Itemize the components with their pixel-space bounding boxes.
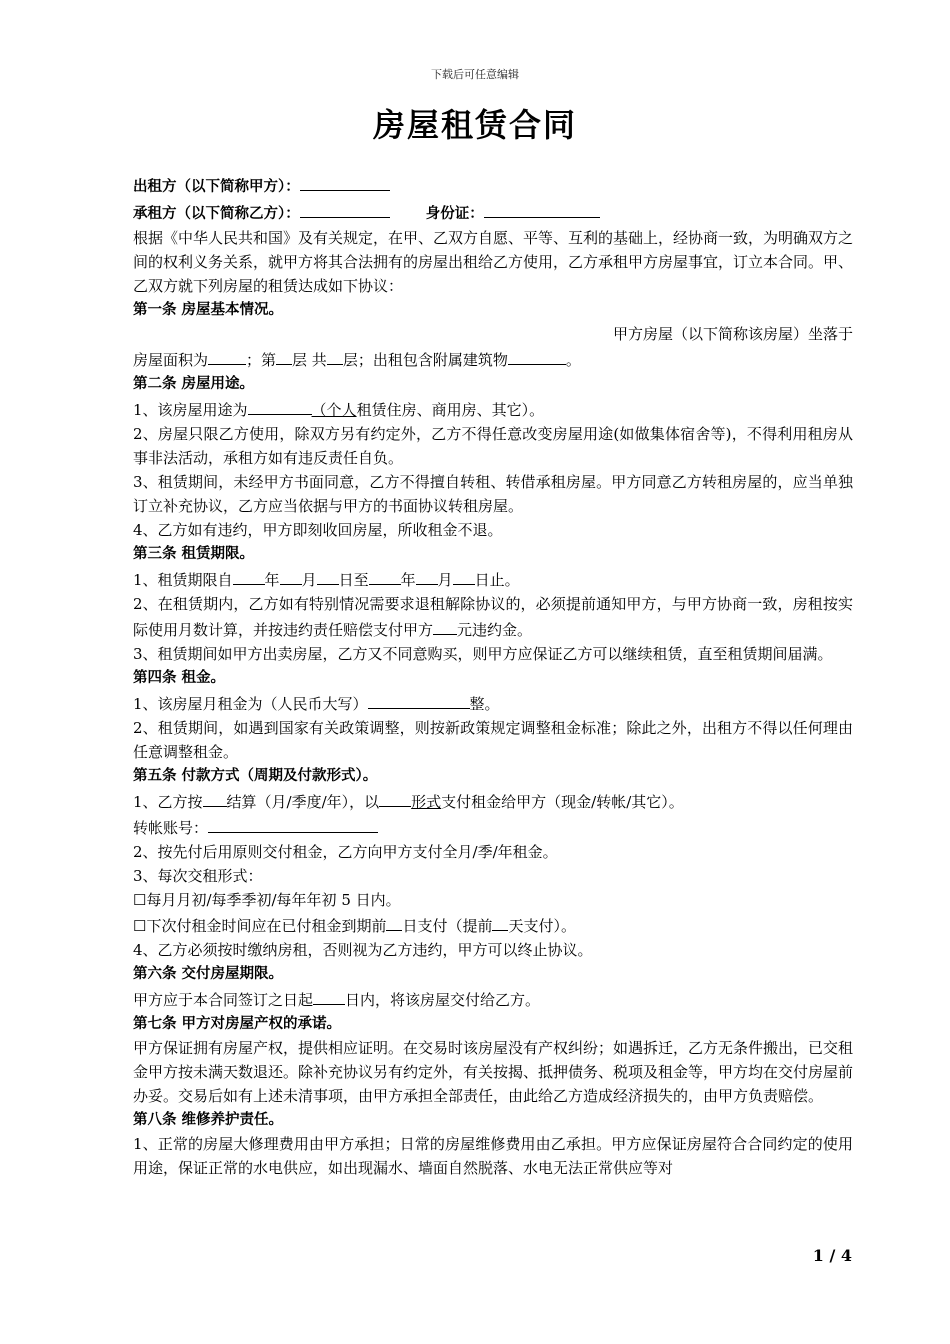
article-2-heading: 第二条 房屋用途。	[133, 376, 255, 392]
article-3-item1: 1、租赁期限自 年 月 日至 年 月 日止。	[97, 566, 853, 592]
article-4-heading: 第四条 租金。	[133, 670, 226, 686]
article-5-item2: 2、按先付后用原则交付租金，乙方向甲方支付全月/季/年租金。	[133, 843, 558, 861]
article-5-option1: ☐每月月初/每季季初/每年年初 5 日内。	[133, 891, 401, 909]
article-3-item3: 3、租赁期间如甲方出卖房屋，乙方又不同意购买，则甲方应保证乙方可以继续租赁，直至租赁期间届满。	[133, 645, 833, 663]
article-1-line2: 房屋面积为 ；第 层 共 层；出租包含附属建筑物 。	[97, 346, 853, 372]
article-7-item1: 甲方保证拥有房屋产权，提供相应证明。在交易时该房屋没有产权纠纷；如遇拆迁，乙方无条件搬出，已交租金甲方按未满天数退还。除补充协议另有约定外，有关按揭、抵押债务、税项及租金等，甲方均在交付房屋前办妥。交易后如有上述未清事项，由甲方承担全部责任，由此给乙方造成经济损失的，由甲方负责赔偿。	[133, 1039, 854, 1105]
page-title: 房屋租赁合同	[372, 106, 577, 144]
preamble: 根据《中华人民共和国》及有关规定，在甲、乙双方自愿、平等、互利的基础上，经协商一致，为明确双方之间的权利义务关系，就甲方将其合法拥有的房屋出租给乙方使用，乙方承租甲方房屋事宜，订立本合同。甲、乙双方就下列房屋的租赁达成如下协议：	[133, 229, 854, 295]
header-note: 下载后可任意编辑	[431, 68, 519, 81]
article-2-item3: 3、租赁期间，未经甲方书面同意，乙方不得擅自转租、转借承租房屋。甲方同意乙方转租房屋的，应当单独订立补充协议，乙方应当依据与甲方的书面协议转租房屋。	[133, 473, 853, 515]
article-4-item1: 1、该房屋月租金为（人民币大写） 整。	[97, 690, 853, 716]
article-4-item2: 2、租赁期间，如遇到国家有关政策调整，则按新政策规定调整租金标准；除此之外，出租方不得以任何理由任意调整租金。	[133, 719, 853, 761]
lessor-line: 出租方（以下简称甲方）：	[97, 172, 853, 199]
article-5-option2: ☐下次付租金时间应在已付租金到期前 日支付（提前 天支付）。	[97, 912, 853, 938]
article-1-heading: 第一条 房屋基本情况。	[133, 302, 284, 318]
article-3-heading: 第三条 租赁期限。	[133, 546, 255, 562]
article-5-item4: 4、乙方必须按时缴纳房租，否则视为乙方违约，甲方可以终止协议。	[133, 941, 593, 959]
article-5-item3: 3、每次交租形式：	[133, 867, 263, 885]
article-8-heading: 第八条 维修养护责任。	[133, 1112, 284, 1128]
article-2-item1: 1、该房屋用途为 （个人租赁住房、商用房、其它）。	[97, 396, 853, 422]
article-8-item1: 1、正常的房屋大修理费用由甲方承担；日常的房屋维修费用由乙承担。甲方应保证房屋符合合同约定的使用用途，保证正常的水电供应，如出现漏水、墙面自然脱落、水电无法正常供应等对	[133, 1135, 853, 1177]
article-3-item2: 2、在租赁期内，乙方如有特别情况需要求退租解除协议的，必须提前通知甲方，与甲方协商一致，房租按实际使用月数计算，并按违约责任赔偿支付甲方 元违约金。	[133, 595, 853, 639]
article-5-heading: 第五条 付款方式（周期及付款形式）。	[133, 768, 378, 784]
contract-body	[97, 172, 853, 1180]
lessor-blank	[300, 172, 390, 191]
lessee-line: 承租方（以下简称乙方）： 身份证：	[97, 199, 853, 226]
page-number: 1 / 4	[812, 1246, 852, 1265]
article-5-item1: 1、乙方按 结算（月/季度/年），以 形式支付租金给甲方（现金/转帐/其它）。	[97, 788, 853, 814]
article-7-heading: 第七条 甲方对房屋产权的承诺。	[133, 1016, 342, 1032]
lessee-blank	[300, 199, 390, 218]
id-blank	[484, 199, 600, 218]
article-2-item4: 4、乙方如有违约，甲方即刻收回房屋，所收租金不退。	[133, 521, 503, 539]
account-blank	[208, 814, 378, 833]
article-6-heading: 第六条 交付房屋期限。	[133, 966, 284, 982]
article-5-account: 转帐账号：	[97, 814, 853, 840]
article-1-line1: 甲方房屋（以下简称该房屋）坐落于	[612, 325, 853, 343]
article-2-item2: 2、房屋只限乙方使用，除双方另有约定外，乙方不得任意改变房屋用途(如做集体宿舍等)，不得利用租房从事非法活动，承租方如有违反责任自负。	[133, 425, 853, 467]
article-6-item1: 甲方应于本合同签订之日起 日内，将该房屋交付给乙方。	[97, 986, 853, 1012]
